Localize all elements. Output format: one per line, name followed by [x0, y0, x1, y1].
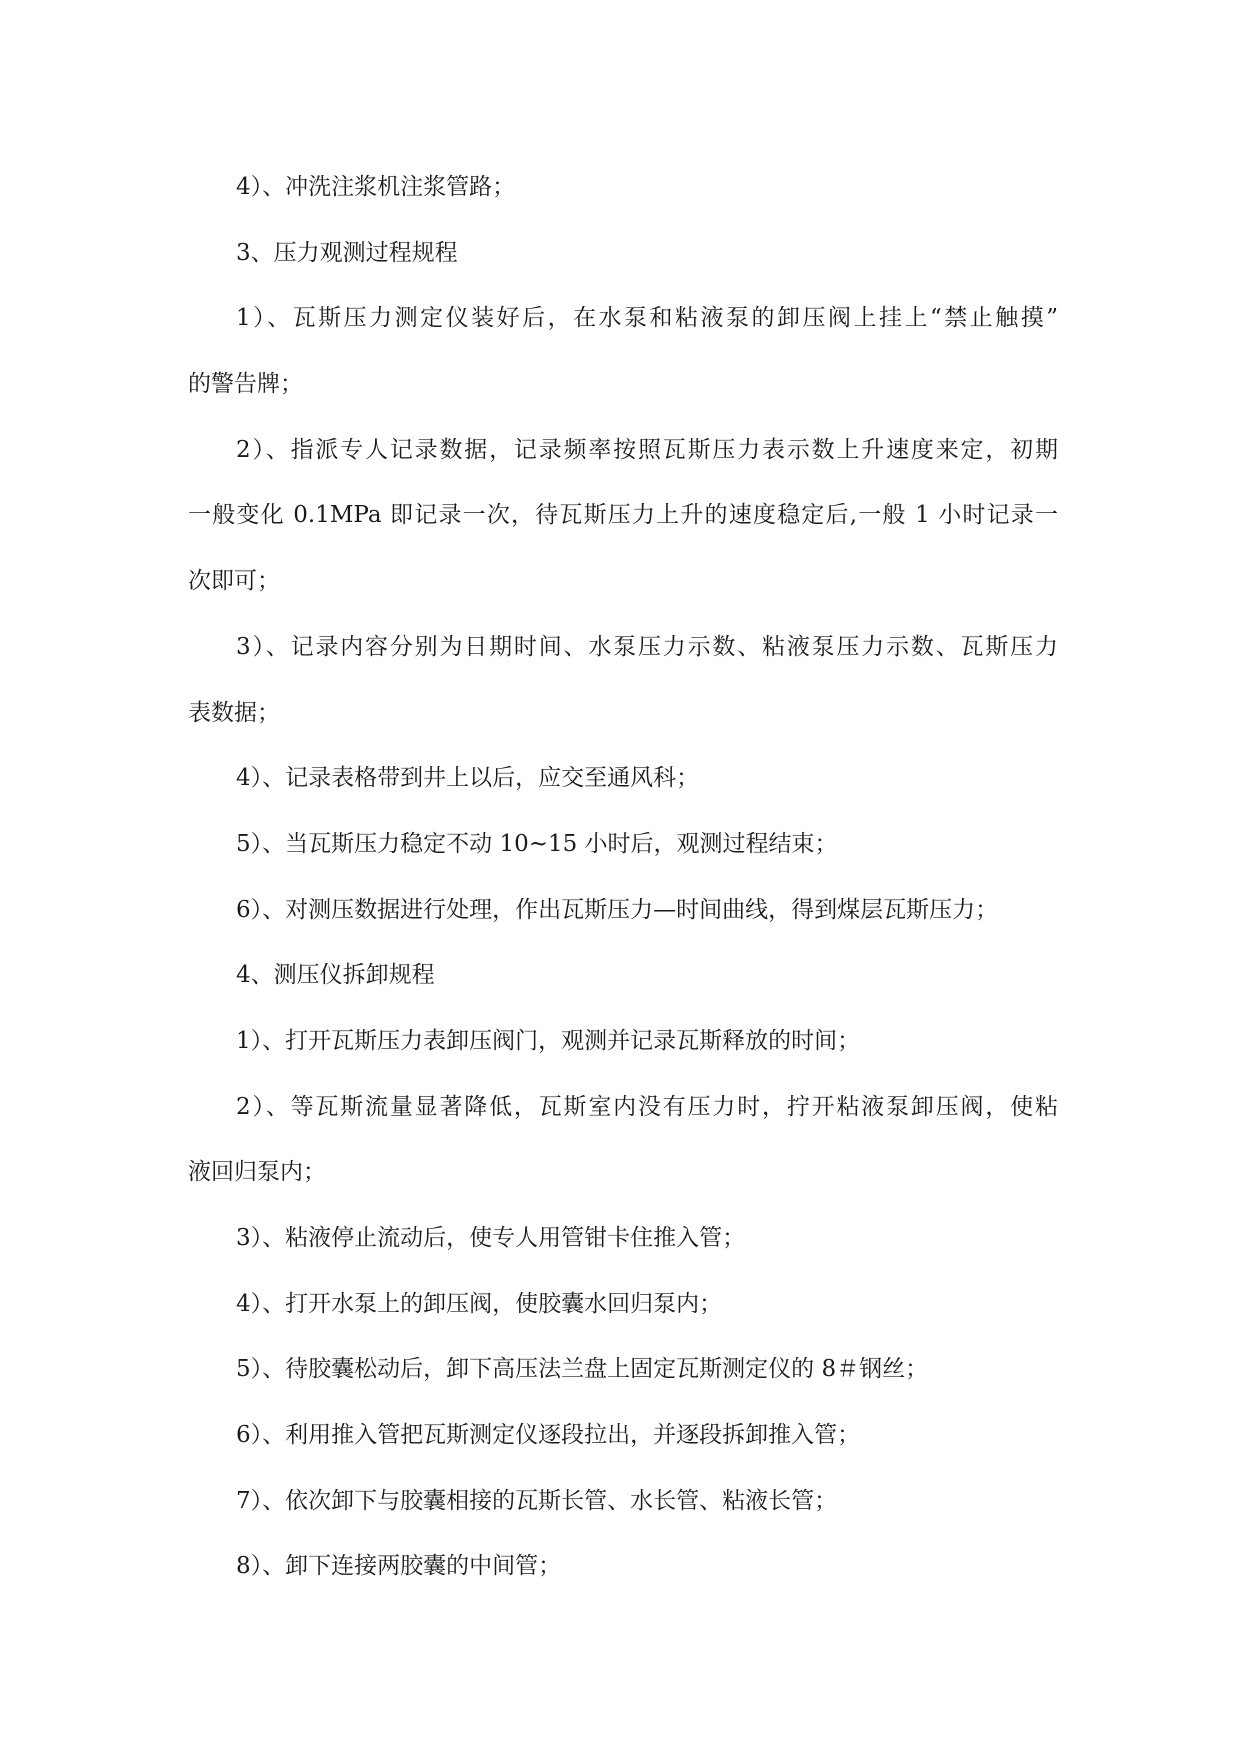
text-line: 液回归泵内；: [188, 1159, 326, 1186]
section-heading: 3、压力观测过程规程: [236, 239, 458, 266]
text-line: 3）、记录内容分别为日期时间、水泵压力示数、粘液泵压力示数、瓦斯压力: [236, 633, 1058, 660]
text-line: 3）、粘液停止流动后，使专人用管钳卡住推入管；: [236, 1225, 746, 1251]
text-line: 表数据；: [188, 699, 280, 726]
document-body: [188, 155, 1058, 1600]
text-line: 6）、对测压数据进行处理，作出瓦斯压力—时间曲线，得到煤层瓦斯压力；: [236, 896, 999, 923]
text-line: 4）、冲洗注浆机注浆管路；: [236, 174, 516, 200]
section-heading: 4、测压仪拆卸规程: [236, 962, 435, 989]
text-line: 的警告牌；: [188, 371, 303, 398]
text-line: 2）、等瓦斯流量显著降低，瓦斯室内没有压力时，拧开粘液泵卸压阀，使粘: [236, 1093, 1058, 1120]
text-line: 2）、指派专人记录数据，记录频率按照瓦斯压力表示数上升速度来定，初期: [236, 436, 1058, 463]
text-line: 6）、利用推入管把瓦斯测定仪逐段拉出，并逐段拆卸推入管；: [236, 1422, 861, 1449]
text-line: 4）、记录表格带到井上以后，应交至通风科；: [236, 765, 700, 792]
text-line: 5）、待胶囊松动后，卸下高压法兰盘上固定瓦斯测定仪的 8＃钢丝；: [236, 1356, 929, 1383]
text-line: 8）、卸下连接两胶囊的中间管；: [236, 1553, 562, 1580]
text-line: 1）、打开瓦斯压力表卸压阀门，观测并记录瓦斯释放的时间；: [236, 1027, 861, 1054]
text-line: 1）、瓦斯压力测定仪装好后，在水泵和粘液泵的卸压阀上挂上“禁止触摸”: [236, 305, 1058, 332]
text-line: 次即可；: [188, 568, 280, 595]
text-line: 5）、当瓦斯压力稳定不动 10~15 小时后，观测过程结束；: [236, 830, 838, 857]
text-line: 一般变化 0.1MPa 即记录一次，待瓦斯压力上升的速度稳定后,一般 1 小时记录一: [188, 502, 1058, 529]
text-line: 4）、打开水泵上的卸压阀，使胶囊水回归泵内；: [236, 1290, 723, 1317]
text-line: 7）、依次卸下与胶囊相接的瓦斯长管、水长管、粘液长管；: [236, 1487, 838, 1514]
